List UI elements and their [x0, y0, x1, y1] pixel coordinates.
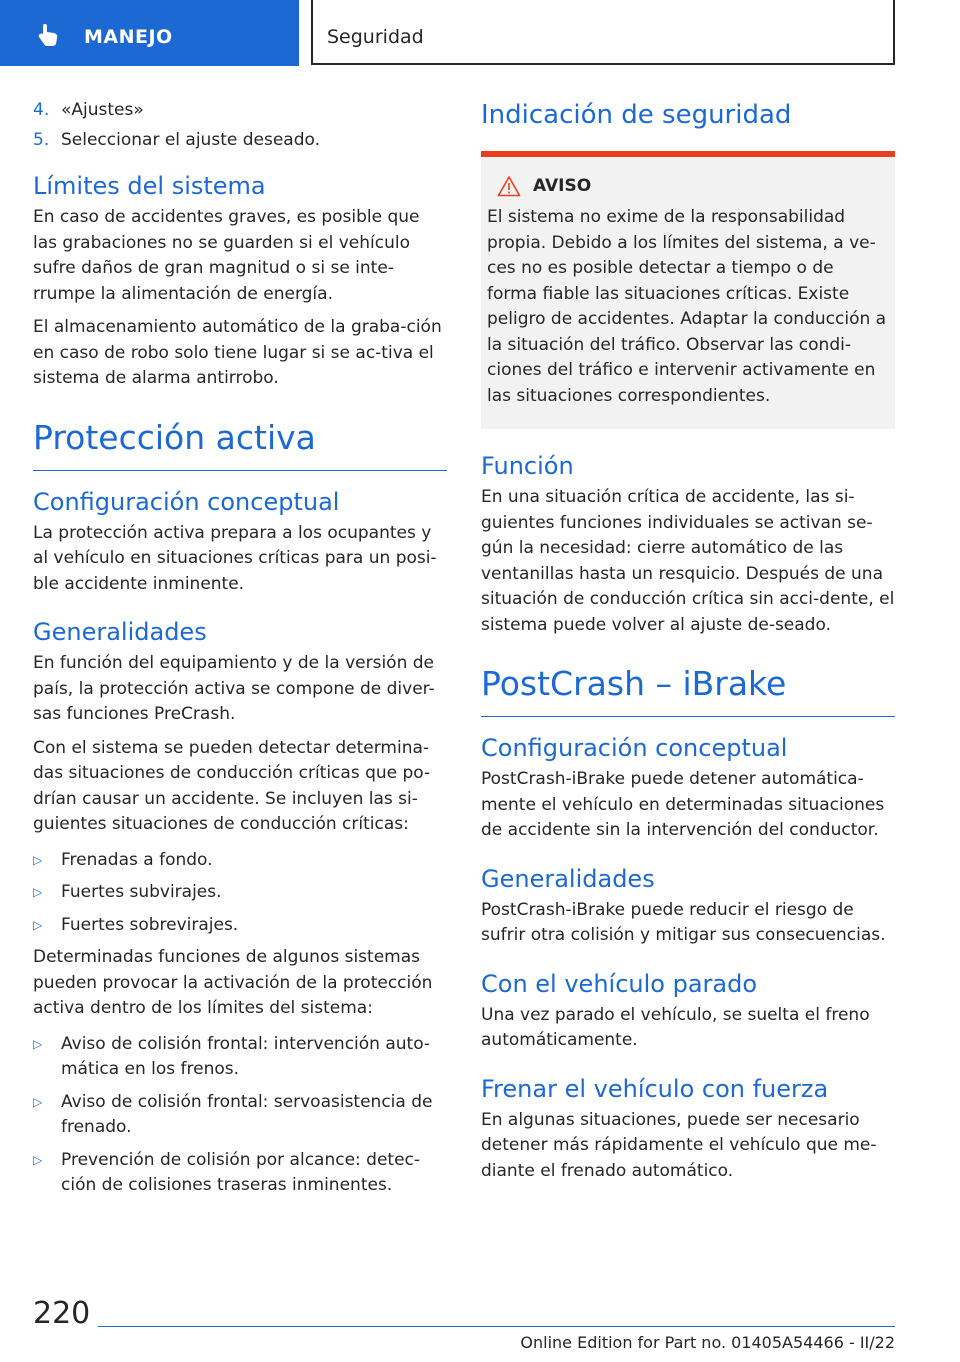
list-item-text: Fuertes sobrevirajes. [61, 914, 239, 935]
chapter-box [311, 0, 895, 65]
indicacion-heading: Indicación de seguridad [481, 100, 792, 130]
list-item [33, 880, 447, 906]
gen-paragraph-3: Determinadas funciones de algunos sistemas pueden provocar la activación de la protección activa dentro de los límites del sistema: [33, 947, 433, 1018]
postcrash-gen-paragraph: PostCrash-iBrake puede reducir el riesgo de sufrir otra colisión y mitigar sus consecuencias. [481, 899, 886, 945]
triangle-bullet-icon: ▷ [33, 852, 43, 867]
step-text: Seleccionar el ajuste deseado. [61, 130, 321, 150]
list-item-text: Aviso de colisión frontal: intervención auto-mática en los frenos. [61, 1033, 431, 1079]
warning-box [481, 151, 895, 429]
triangle-bullet-icon: ▷ [33, 1036, 43, 1051]
list-item [33, 913, 447, 939]
funcion-paragraph: En una situación crítica de accidente, las si-guientes funciones individuales se activan se-gún la necesidad: cierre automático de las ventanillas hasta un resquicio. Después de una situación de conducción crítica sin acci-dente, el sistema puede volver al ajuste de-seado. [481, 487, 895, 635]
step-number: 5. [33, 130, 50, 150]
list-item [33, 1090, 447, 1141]
postcrash-heading: PostCrash – iBrake [481, 664, 895, 717]
triangle-bullet-icon: ▷ [33, 1152, 43, 1167]
warning-text: El sistema no exime de la responsabilidad propia. Debido a los límites del sistema, a ve-ces no es posible detectar a tiempo o de forma fiable las situaciones críticas. Existe peligro de accidentes. Adaptar la conducción a la situación del tráfico. Observar las condi-ciones del tráfico e intervenir activamente en las situaciones correspondientes. [487, 207, 887, 406]
frenar-heading: Frenar el vehículo con fuerza [481, 1074, 829, 1103]
steps-list [33, 95, 447, 155]
list-item [33, 1032, 447, 1083]
list-item-text: Prevención de colisión por alcance: detec-ción de colisiones traseras inminentes. [61, 1149, 421, 1195]
system-functions-list [33, 1032, 447, 1199]
postcrash-config-paragraph: PostCrash-iBrake puede detener automática-mente el vehículo en determinadas situaciones de accidente sin la intervención del conductor. [481, 769, 885, 840]
edition-text: Online Edition for Part no. 01405A54466 - II/22 [520, 1333, 895, 1352]
step-number: 4. [33, 100, 50, 120]
hand-pointer-icon [36, 22, 62, 48]
list-item [33, 1148, 447, 1199]
warning-triangle-icon [497, 175, 521, 197]
limites-paragraph-2: El almacenamiento automático de la graba-ción en caso de robo solo tiene lugar si se ac-tiva el sistema de alarma antirrobo. [33, 317, 442, 388]
triangle-bullet-icon: ▷ [33, 885, 43, 899]
gen-paragraph-1: En función del equipamiento y de la versión de país, la protección activa se compone de diver-sas funciones PreCrash. [33, 653, 435, 724]
right-column [481, 95, 895, 1184]
triangle-bullet-icon: ▷ [33, 917, 43, 932]
footer-divider [98, 1326, 895, 1327]
config-heading: Configuración conceptual [33, 487, 340, 516]
limites-paragraph-1: En caso de accidentes graves, es posible que las grabaciones no se guarden si el vehículo sufre daños de gran magnitud o si se inte-rrumpe la alimentación de energía. [33, 207, 420, 304]
step-item [33, 125, 447, 155]
chapter-label: Seguridad [327, 26, 424, 48]
proteccion-heading: Protección activa [33, 418, 447, 471]
limites-heading: Límites del sistema [33, 172, 266, 200]
frenar-paragraph: En algunas situaciones, puede ser necesario detener más rápidamente el vehículo que me-diante el frenado automático. [481, 1109, 877, 1181]
list-item-text: Frenadas a fondo. [61, 849, 213, 870]
config-paragraph: La protección activa prepara a los ocupantes y al vehículo en situaciones críticas para un posi-ble accidente inminente. [33, 522, 437, 594]
step-item [33, 95, 447, 125]
parado-heading: Con el vehículo parado [481, 969, 758, 998]
postcrash-config-heading: Configuración conceptual [481, 734, 788, 762]
step-text: «Ajustes» [61, 100, 144, 120]
list-item-text: Fuertes subvirajes. [61, 882, 222, 902]
critical-situations-list [33, 848, 447, 939]
left-column [33, 95, 447, 1206]
generalidades-heading: Generalidades [33, 618, 207, 646]
list-item [33, 848, 447, 874]
section-label: MANEJO [84, 26, 173, 48]
parado-paragraph: Una vez parado el vehículo, se suelta el freno automáticamente. [481, 1004, 870, 1050]
gen-paragraph-2: Con el sistema se pueden detectar determina-das situaciones de conducción críticas que po-drían causar un accidente. Se incluyen las si-guientes situaciones de conducción críticas: [33, 737, 431, 834]
page-number: 220 [33, 1296, 91, 1331]
section-tab [0, 0, 299, 66]
list-item-text: Aviso de colisión frontal: servoasistencia de frenado. [61, 1091, 433, 1137]
triangle-bullet-icon: ▷ [33, 1094, 43, 1109]
warning-label: AVISO [533, 176, 592, 196]
funcion-heading: Función [481, 452, 574, 480]
postcrash-gen-heading: Generalidades [481, 864, 655, 893]
warning-header [487, 175, 889, 197]
